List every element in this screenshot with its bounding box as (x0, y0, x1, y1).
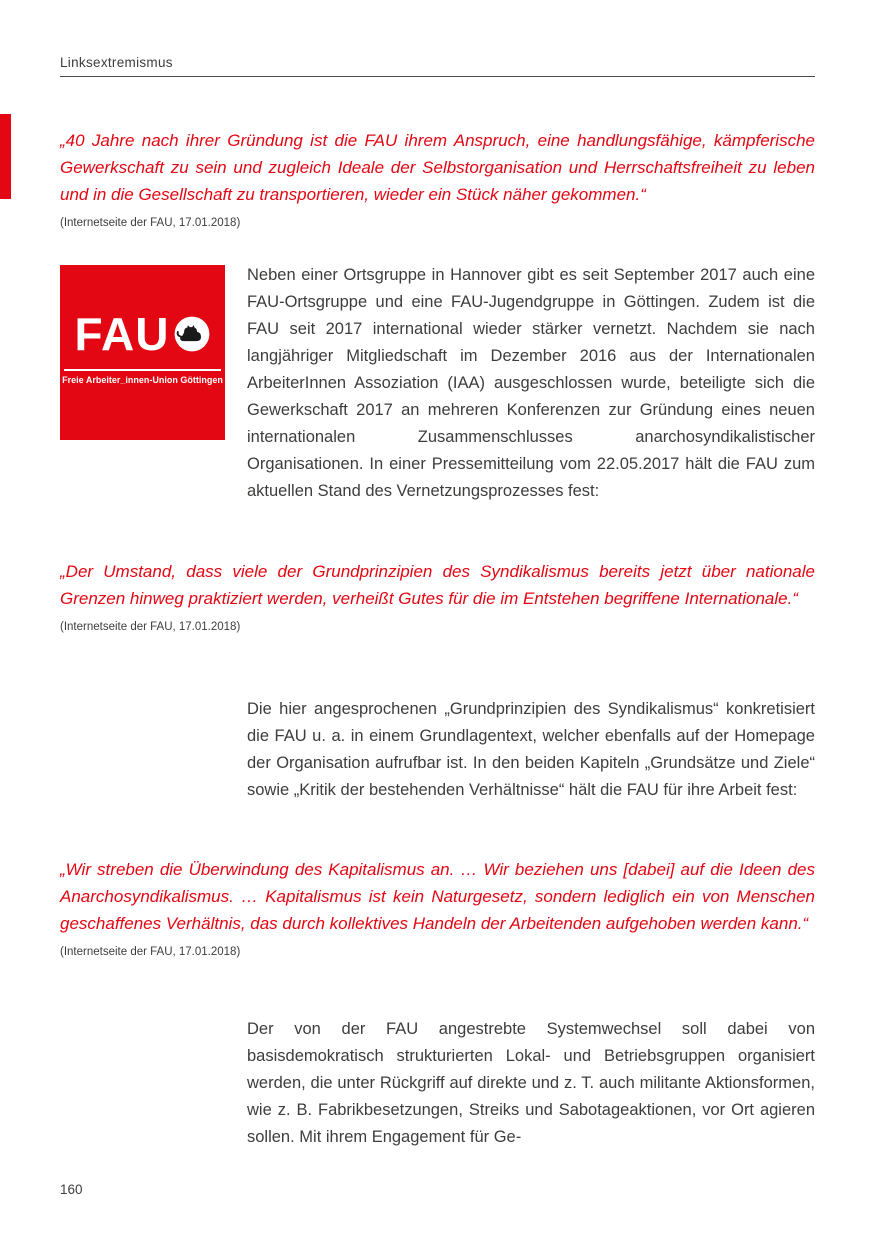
black-cat-icon (173, 315, 211, 353)
body-paragraph-3: Der von der FAU angestrebte Systemwechsel soll dabei von basisdemokratisch strukturierten Lokal- und Betriebsgruppen organisiert werden, die unter Rückgriff auf direkte und z. T. auch militante Aktionsformen, wie z. B. Fabrikbesetzungen, Streiks und Sabotageaktionen, vor Ort agieren sollen. Mit ihrem Engagement für Ge- (247, 1020, 815, 1146)
body-paragraph-1: Neben einer Ortsgruppe in Hannover gibt es seit September 2017 auch eine FAU-Ortsgruppe und eine FAU-Jugendgruppe in Göttingen. Zudem ist die FAU seit 2017 international wieder stärker vernetzt. Nachdem sie nach langjähriger Mitgliedschaft im Dezember 2016 aus der Internationalen ArbeiterInnen Assoziation (IAA) ausgeschlossen wurde, beteiligte sich die Gewerkschaft 2017 an mehreren Konferenzen zur Gründung eines neuen internationalen Zusammenschlusses anarchosyndikalistischer Organisationen. In einer Pressemitteilung vom 22.05.2017 hält die FAU zum aktuellen Stand des Vernetzungsprozesses fest: (247, 266, 815, 500)
page-number: 160 (60, 1182, 83, 1197)
quote-source-2: (Internetseite der FAU, 17.01.2018) (60, 621, 241, 633)
quote-text-3: „Wir streben die Überwindung des Kapitalismus an. … Wir beziehen uns [dabei] auf die Ideen des Anarchosyndikalismus. … Kapitalismus ist kein Naturgesetz, sondern lediglich ein von Menschen geschaffenes Verhältnis, das durch kollektives Handeln der Arbeitenden aufgehoben werden kann.“ (60, 860, 815, 933)
fau-logo-wordmark (60, 308, 225, 360)
quote-block-1 (60, 127, 815, 230)
quote-block-3 (60, 856, 815, 959)
header-divider (60, 76, 815, 77)
section-header: Linksextremismus (60, 55, 173, 70)
quote-source-1: (Internetseite der FAU, 17.01.2018) (60, 217, 241, 229)
quote-margin-marker (0, 114, 11, 199)
quote-text-1: „40 Jahre nach ihrer Gründung ist die FAU ihrem Anspruch, eine handlungsfähige, kämpferische Gewerkschaft zu sein und zugleich Ideale der Selbstorganisation und Herrschaftsfreiheit zu leben und in die Gesellschaft zu transportieren, wieder ein Stück näher gekommen.“ (60, 131, 815, 204)
quote-block-2 (60, 558, 815, 634)
quote-text-2: „Der Umstand, dass viele der Grundprinzipien des Syndikalismus bereits jetzt über nationale Grenzen hinweg praktiziert werden, verheißt Gutes für die im Entstehen begriffene Internationale.“ (60, 562, 815, 608)
fau-logo (60, 265, 225, 440)
quote-source-3: (Internetseite der FAU, 17.01.2018) (60, 946, 241, 958)
fau-logo-acronym: FAU (74, 308, 170, 360)
body-paragraph-2: Die hier angesprochenen „Grundprinzipien des Syndikalismus“ konkretisiert die FAU u. a. in einem Grundlagentext, welcher ebenfalls auf der Homepage der Organisation aufrufbar ist. In den beiden Kapiteln „Grundsätze und Ziele“ sowie „Kritik der bestehenden Verhältnisse“ hält die FAU für ihre Arbeit fest: (247, 700, 815, 799)
fau-logo-caption: Freie Arbeiter_innen-Union Göttingen (62, 375, 223, 385)
fau-logo-divider (64, 369, 221, 371)
